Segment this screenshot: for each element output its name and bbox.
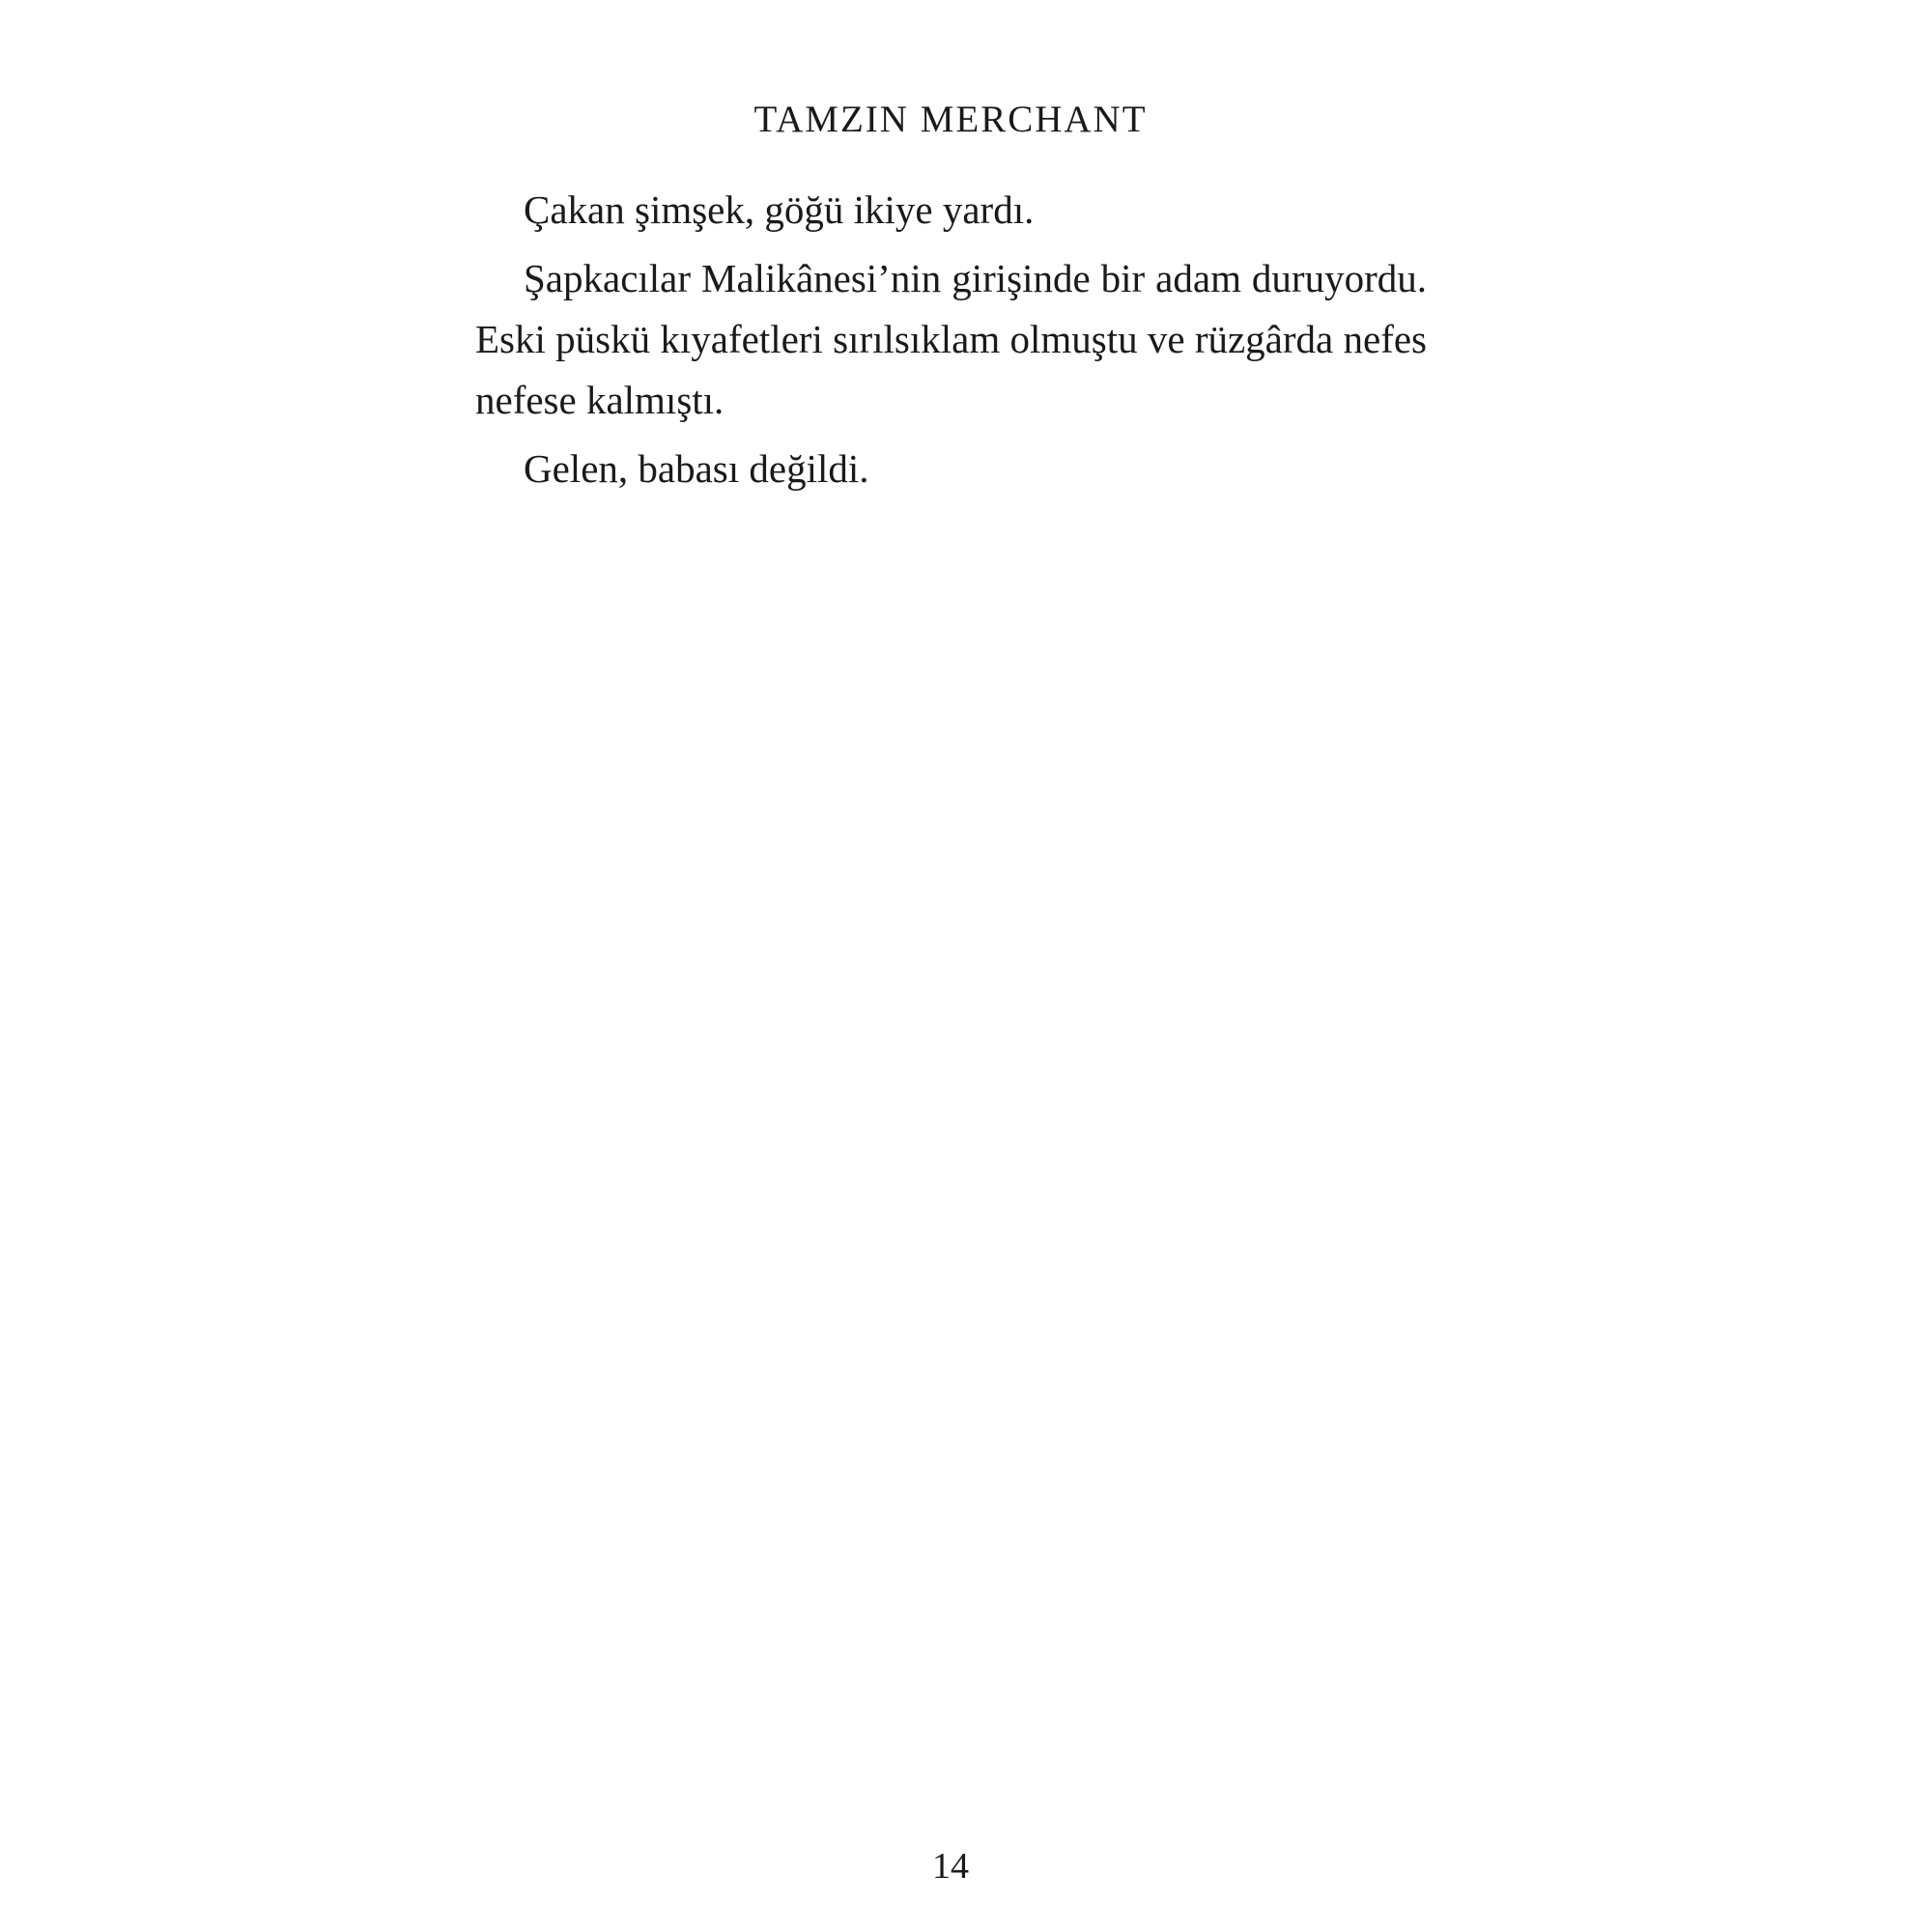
running-head-author: TAMZIN MERCHANT (753, 99, 1148, 140)
body-text (475, 180, 1427, 507)
paragraph: Şapkacılar Malikânesi’nin girişinde bir adam duruyordu. Eski püskü kıyafetleri sırılsıklam olmuştu ve rüzgârda nefes nefese kalmıştı. (475, 256, 1427, 422)
paragraph: Çakan şimşek, göğü ikiye yardı. (524, 187, 1035, 232)
paragraph: Gelen, babası değildi. (524, 446, 869, 491)
page-number: 14 (932, 1846, 969, 1887)
